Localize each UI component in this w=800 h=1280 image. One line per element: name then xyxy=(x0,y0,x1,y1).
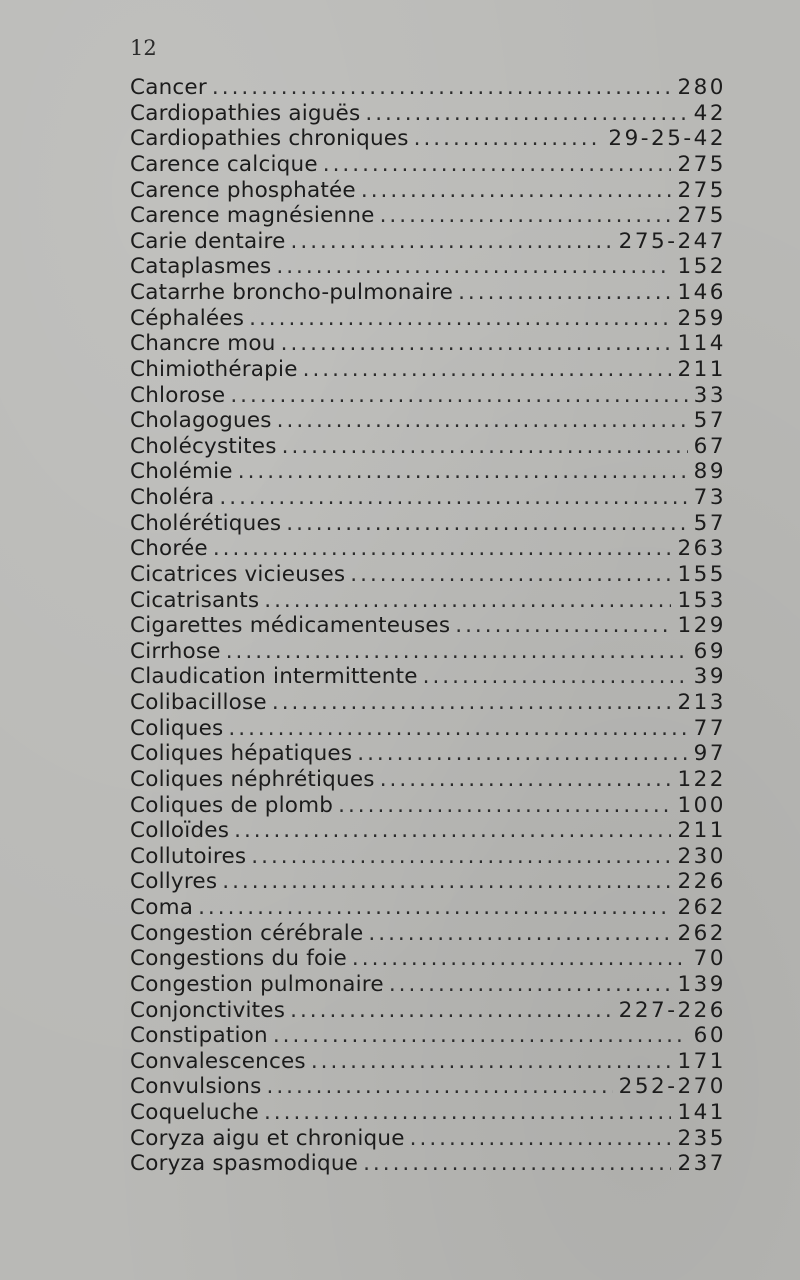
index-entry xyxy=(130,1023,726,1049)
dot-leader xyxy=(290,998,613,1024)
dot-leader xyxy=(458,280,671,306)
index-term: Cholécystites xyxy=(130,433,277,459)
index-entry xyxy=(130,716,726,742)
index-page-reference: 275 xyxy=(677,203,726,229)
dot-leader xyxy=(350,562,671,588)
index-entry xyxy=(130,613,726,639)
index-page-reference: 39 xyxy=(693,664,726,690)
index-term: Coryza aigu et chronique xyxy=(130,1125,405,1151)
index-entry xyxy=(130,767,726,793)
index-page-reference: 259 xyxy=(677,305,726,331)
index-page-reference: 29-25-42 xyxy=(608,126,726,152)
index-entry xyxy=(130,639,726,665)
index-entry xyxy=(130,408,726,434)
index-entry xyxy=(130,664,726,690)
index-page-reference: 146 xyxy=(677,280,726,305)
dot-leader xyxy=(410,1126,672,1152)
page-number: 12 xyxy=(130,36,157,60)
index-term: Coliques xyxy=(130,715,224,741)
index-page-reference: 211 xyxy=(677,356,726,382)
index-entry xyxy=(130,485,726,511)
index-term: Cardiopathies aiguës xyxy=(130,100,361,126)
index-term: Congestion pulmonaire xyxy=(130,971,384,997)
index-page-reference: 70 xyxy=(693,946,726,972)
index-term: Carie dentaire xyxy=(130,228,286,254)
index-page-reference: 141 xyxy=(677,1100,726,1125)
index-entry xyxy=(130,1100,726,1126)
index-entry xyxy=(130,331,726,357)
dot-leader xyxy=(222,869,671,895)
dot-leader xyxy=(455,613,671,639)
index-page-reference: 73 xyxy=(693,485,726,510)
index-term: Congestions du foie xyxy=(130,946,347,972)
dot-leader xyxy=(291,229,613,255)
dot-leader xyxy=(273,1023,688,1049)
index-entry xyxy=(130,511,726,537)
dot-leader xyxy=(286,511,687,537)
index-page-reference: 97 xyxy=(693,741,726,767)
index-term: Cholérétiques xyxy=(130,510,282,536)
index-entry xyxy=(130,434,726,460)
index-page-reference: 152 xyxy=(677,254,726,280)
index-term: Cholagogues xyxy=(130,408,272,434)
index-term: Coliques de plomb xyxy=(130,792,334,818)
dot-leader xyxy=(423,664,688,690)
index-term: Cataplasmes xyxy=(130,254,272,280)
index-term: Chorée xyxy=(130,536,208,562)
index-term: Cicatrices vicieuses xyxy=(130,561,346,587)
index-page-reference: 230 xyxy=(677,843,726,869)
index-entry xyxy=(130,229,726,255)
index-entry xyxy=(130,152,726,178)
dot-leader xyxy=(251,844,671,870)
index-entry xyxy=(130,844,726,870)
index-page-reference: 275-247 xyxy=(618,228,726,254)
index-page-reference: 77 xyxy=(693,715,726,741)
index-page-reference: 211 xyxy=(677,818,726,844)
index-page-reference: 275 xyxy=(677,177,726,203)
index-term: Collyres xyxy=(130,869,218,895)
index-entry xyxy=(130,946,726,972)
index-entry xyxy=(130,921,726,947)
dot-leader xyxy=(249,306,671,332)
index-term: Coliques néphrétiques xyxy=(130,766,375,792)
dot-leader xyxy=(234,818,671,844)
index-entry xyxy=(130,818,726,844)
index-list xyxy=(130,75,726,1177)
index-term: Constipation xyxy=(130,1023,268,1049)
index-term: Choléra xyxy=(130,485,215,510)
index-term: Cigarettes médicamenteuses xyxy=(130,613,451,639)
index-entry xyxy=(130,998,726,1024)
index-entry xyxy=(130,588,726,614)
index-page-reference: 114 xyxy=(677,331,726,357)
index-term: Cardiopathies chroniques xyxy=(130,126,409,152)
index-entry xyxy=(130,306,726,332)
index-entry xyxy=(130,101,726,127)
index-entry xyxy=(130,178,726,204)
index-page-reference: 57 xyxy=(693,408,726,434)
index-term: Cancer xyxy=(130,75,207,100)
dot-leader xyxy=(264,588,671,614)
index-term: Carence calcique xyxy=(130,151,318,177)
dot-leader xyxy=(213,536,672,562)
index-page-reference: 69 xyxy=(693,638,726,664)
index-page-reference: 42 xyxy=(693,100,726,126)
dot-leader xyxy=(352,946,688,972)
index-page-reference: 237 xyxy=(677,1151,726,1177)
index-entry xyxy=(130,972,726,998)
dot-leader xyxy=(368,921,671,947)
index-term: Catarrhe broncho-pulmonaire xyxy=(130,280,454,305)
index-term: Cicatrisants xyxy=(130,587,260,613)
index-term: Coma xyxy=(130,895,194,920)
index-page-reference: 89 xyxy=(693,459,726,485)
index-page-reference: 227-226 xyxy=(618,997,726,1023)
dot-leader xyxy=(226,639,688,665)
dot-leader xyxy=(365,101,687,127)
dot-leader xyxy=(272,690,672,716)
dot-leader xyxy=(198,895,671,921)
index-entry xyxy=(130,741,726,767)
index-entry xyxy=(130,869,726,895)
index-page-reference: 155 xyxy=(677,561,726,587)
index-page-reference: 60 xyxy=(693,1023,726,1049)
index-term: Chancre mou xyxy=(130,331,276,357)
index-entry xyxy=(130,1126,726,1152)
dot-leader xyxy=(303,357,672,383)
index-entry xyxy=(130,1049,726,1075)
index-term: Congestion cérébrale xyxy=(130,920,364,946)
index-page-reference: 153 xyxy=(677,587,726,613)
index-page-reference: 129 xyxy=(677,613,726,639)
index-term: Colloïdes xyxy=(130,818,230,844)
index-term: Carence magnésienne xyxy=(130,203,375,229)
dot-leader xyxy=(266,1074,612,1100)
index-page-reference: 275 xyxy=(677,151,726,177)
index-entry xyxy=(130,126,726,152)
index-page-reference: 122 xyxy=(677,766,726,792)
dot-leader xyxy=(238,459,688,485)
dot-leader xyxy=(276,254,671,280)
index-term: Cirrhose xyxy=(130,638,221,664)
dot-leader xyxy=(380,767,672,793)
index-term: Coliques hépatiques xyxy=(130,741,353,767)
index-page-reference: 57 xyxy=(693,510,726,536)
index-term: Convalescences xyxy=(130,1048,306,1074)
dot-leader xyxy=(357,741,687,767)
index-term: Chlorose xyxy=(130,382,226,408)
index-term: Convulsions xyxy=(130,1074,262,1100)
index-entry xyxy=(130,895,726,921)
index-page-reference: 33 xyxy=(693,382,726,408)
dot-leader xyxy=(380,203,672,229)
index-term: Claudication intermittente xyxy=(130,664,418,690)
index-term: Coqueluche xyxy=(130,1100,259,1125)
dot-leader xyxy=(338,793,671,819)
index-page-reference: 280 xyxy=(677,75,726,100)
dot-leader xyxy=(277,408,688,434)
index-page-reference: 235 xyxy=(677,1125,726,1151)
index-page-reference: 67 xyxy=(693,433,726,459)
index-entry xyxy=(130,690,726,716)
index-entry xyxy=(130,203,726,229)
index-entry xyxy=(130,75,726,101)
index-page-reference: 226 xyxy=(677,869,726,895)
dot-leader xyxy=(323,152,672,178)
index-term: Coryza spasmodique xyxy=(130,1151,359,1177)
index-term: Carence phosphatée xyxy=(130,177,356,203)
index-term: Chimiothérapie xyxy=(130,356,298,382)
index-entry xyxy=(130,383,726,409)
index-entry xyxy=(130,1074,726,1100)
index-term: Collutoires xyxy=(130,843,247,869)
index-entry xyxy=(130,1151,726,1177)
dot-leader xyxy=(282,434,688,460)
dot-leader xyxy=(230,383,687,409)
index-entry xyxy=(130,793,726,819)
index-page-reference: 139 xyxy=(677,971,726,997)
index-entry xyxy=(130,562,726,588)
index-entry xyxy=(130,536,726,562)
index-page-reference: 262 xyxy=(677,920,726,946)
dot-leader xyxy=(264,1100,672,1126)
index-term: Conjonctivites xyxy=(130,997,286,1023)
dot-leader xyxy=(281,331,672,357)
index-entry xyxy=(130,254,726,280)
index-page-reference: 252-270 xyxy=(618,1074,726,1100)
dot-leader xyxy=(414,126,603,152)
index-page-reference: 100 xyxy=(677,792,726,818)
index-page-reference: 263 xyxy=(677,536,726,562)
index-entry xyxy=(130,459,726,485)
index-entry xyxy=(130,280,726,306)
dot-leader xyxy=(219,485,687,511)
index-term: Cholémie xyxy=(130,459,233,485)
dot-leader xyxy=(228,716,687,742)
index-page-reference: 213 xyxy=(677,690,726,715)
dot-leader xyxy=(311,1049,672,1075)
dot-leader xyxy=(212,75,672,101)
index-entry xyxy=(130,357,726,383)
dot-leader xyxy=(361,178,672,204)
index-term: Céphalées xyxy=(130,305,245,331)
index-term: Colibacillose xyxy=(130,690,267,715)
index-page-reference: 262 xyxy=(677,895,726,920)
dot-leader xyxy=(389,972,672,998)
index-page-reference: 171 xyxy=(677,1048,726,1074)
dot-leader xyxy=(363,1151,671,1177)
